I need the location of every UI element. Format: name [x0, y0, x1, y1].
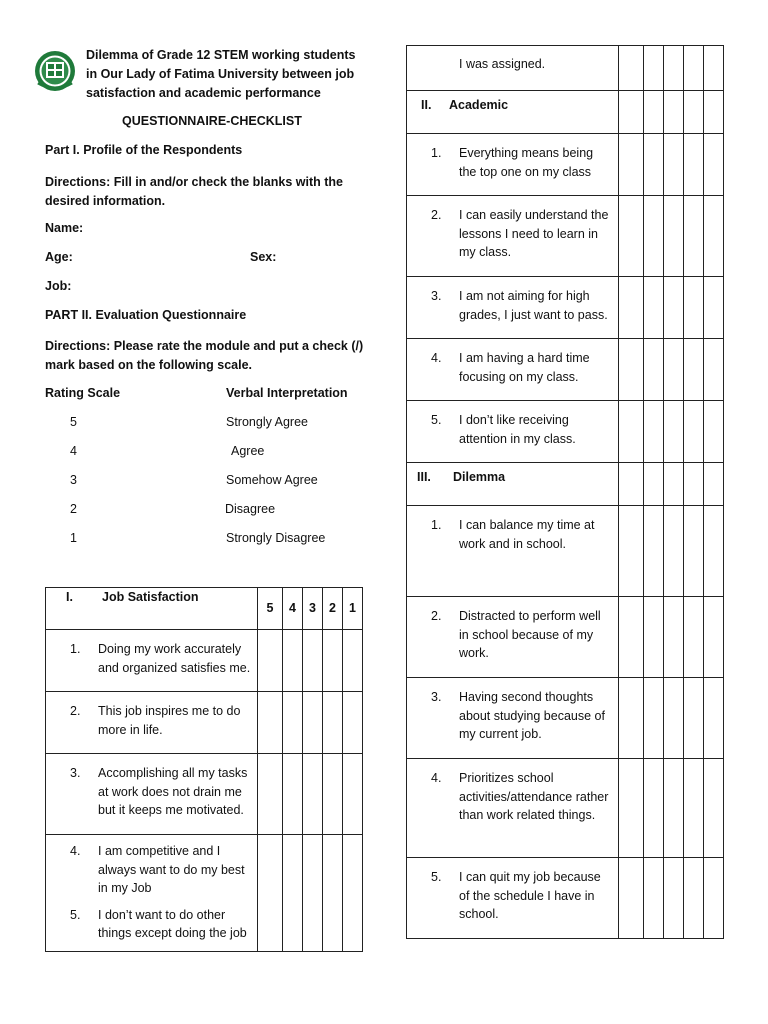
- rating-cell[interactable]: [258, 754, 283, 835]
- rating-cell[interactable]: [684, 277, 704, 339]
- rating-cell[interactable]: [704, 858, 724, 939]
- table-row: [407, 506, 724, 597]
- rating-cell[interactable]: [283, 630, 303, 692]
- rating-cell[interactable]: [644, 597, 664, 678]
- sex-field-label: Sex:: [250, 250, 277, 264]
- rating-cell[interactable]: [684, 597, 704, 678]
- section-number: III.: [417, 470, 431, 484]
- table-row: [407, 678, 724, 759]
- item-text: Accomplishing all my tasks at work does not drain me but it keeps me motivated.: [98, 766, 248, 817]
- rating-cell[interactable]: [684, 196, 704, 277]
- item-text-continued: I was assigned.: [459, 57, 546, 71]
- rating-cell[interactable]: [303, 754, 323, 835]
- scale-label: Disagree: [225, 502, 276, 516]
- table-row: [407, 134, 724, 196]
- age-field-label: Age:: [45, 250, 73, 264]
- rating-cell[interactable]: [283, 835, 303, 952]
- rating-cell[interactable]: [684, 759, 704, 858]
- rating-cell[interactable]: [664, 46, 684, 91]
- item-number: 5.: [431, 413, 442, 427]
- table-row: [46, 835, 363, 952]
- rating-cell[interactable]: [303, 835, 323, 952]
- item-text: I can easily understand the lessons I need to learn in my class.: [459, 208, 609, 259]
- item-number: 1.: [431, 146, 442, 160]
- table-row: [407, 597, 724, 678]
- item-text: I am having a hard time focusing on my class.: [459, 351, 590, 384]
- rating-cell[interactable]: [644, 277, 664, 339]
- rating-col-4: 4: [283, 588, 303, 630]
- section-row: [407, 463, 724, 506]
- item-text: Having second thoughts about studying because of my current job.: [459, 690, 605, 741]
- table-row: [407, 46, 724, 91]
- rating-cell[interactable]: [644, 134, 664, 196]
- item-text: I can balance my time at work and in school.: [459, 518, 595, 551]
- item-number: 3.: [70, 766, 81, 780]
- rating-cell[interactable]: [644, 401, 664, 463]
- section-title: Dilemma: [453, 470, 506, 484]
- scale-value: 2: [70, 502, 77, 516]
- rating-cell[interactable]: [684, 339, 704, 401]
- rating-cell[interactable]: [704, 401, 724, 463]
- rating-cell[interactable]: [704, 759, 724, 858]
- rating-cell[interactable]: [684, 401, 704, 463]
- table-row: [407, 401, 724, 463]
- table-row: [46, 630, 363, 692]
- item-number: 2.: [431, 609, 442, 623]
- rating-col-5: 5: [258, 588, 283, 630]
- name-field-label: Name:: [45, 221, 84, 235]
- rating-cell[interactable]: [704, 678, 724, 759]
- rating-cell[interactable]: [664, 858, 684, 939]
- section-header: [46, 588, 258, 630]
- rating-col-2: 2: [323, 588, 343, 630]
- scale-value: 4: [70, 444, 77, 458]
- item-number: 5.: [70, 907, 81, 922]
- verbal-interpretation-header: Verbal Interpretation: [226, 386, 348, 400]
- rating-cell[interactable]: [619, 277, 644, 339]
- item-text: This job inspires me to do more in life.: [98, 704, 241, 737]
- section-title: Academic: [449, 98, 509, 112]
- rating-cell[interactable]: [343, 835, 363, 952]
- section-number: II.: [421, 98, 432, 112]
- item-text: I am competitive and I always want to do my best in my Job: [98, 844, 245, 895]
- job-field-label: Job:: [45, 279, 72, 293]
- rating-cell[interactable]: [619, 401, 644, 463]
- rating-cell[interactable]: [664, 597, 684, 678]
- item-text: I don’t like receiving attention in my class.: [459, 413, 576, 446]
- rating-cell[interactable]: [664, 401, 684, 463]
- table-row: [407, 759, 724, 858]
- table-row: [46, 754, 363, 835]
- rating-cell[interactable]: [644, 506, 664, 597]
- rating-cell[interactable]: [704, 134, 724, 196]
- rating-cell[interactable]: [664, 506, 684, 597]
- item-number: 2.: [431, 208, 442, 222]
- table-row: [407, 339, 724, 401]
- section-row: [407, 91, 724, 134]
- item-number: 3.: [431, 289, 442, 303]
- section-number: I.: [66, 590, 73, 604]
- rating-cell[interactable]: [664, 759, 684, 858]
- rating-cell[interactable]: [644, 858, 664, 939]
- rating-cell[interactable]: [619, 597, 644, 678]
- rating-cell[interactable]: [619, 339, 644, 401]
- rating-cell[interactable]: [704, 46, 724, 91]
- rating-cell[interactable]: [664, 678, 684, 759]
- rating-cell[interactable]: [664, 339, 684, 401]
- item-text: I don’t want to do other things except doing the job: [98, 907, 247, 940]
- rating-cell[interactable]: [644, 759, 664, 858]
- scale-value: 5: [70, 415, 77, 429]
- scale-label: Strongly Agree: [226, 415, 308, 429]
- rating-cell[interactable]: [684, 858, 704, 939]
- rating-cell[interactable]: [704, 506, 724, 597]
- part2-heading: PART II. Evaluation Questionnaire: [45, 308, 247, 322]
- item-number: 1.: [70, 642, 81, 656]
- rating-col-3: 3: [303, 588, 323, 630]
- academic-dilemma-table: [406, 45, 724, 939]
- rating-cell[interactable]: [664, 134, 684, 196]
- part1-heading: Part I. Profile of the Respondents: [45, 143, 243, 157]
- scale-value: 3: [70, 473, 77, 487]
- table-row: [407, 196, 724, 277]
- rating-cell[interactable]: [619, 134, 644, 196]
- university-seal-logo: [34, 47, 76, 95]
- rating-cell[interactable]: [323, 692, 343, 754]
- document-title: Dilemma of Grade 12 STEM working students in Our Lady of Fatima University between job satisfaction and academic performance: [86, 48, 356, 100]
- scale-label: Somehow Agree: [226, 473, 318, 487]
- scale-label: Strongly Disagree: [226, 531, 326, 545]
- item-number: 1.: [431, 518, 442, 532]
- rating-cell[interactable]: [283, 692, 303, 754]
- rating-cell[interactable]: [684, 134, 704, 196]
- scale-label: Agree: [231, 444, 265, 458]
- item-number: 4.: [70, 844, 81, 858]
- item-number: 5.: [431, 870, 442, 884]
- rating-cell[interactable]: [303, 692, 323, 754]
- rating-cell[interactable]: [664, 277, 684, 339]
- item-number: 3.: [431, 690, 442, 704]
- rating-cell[interactable]: [619, 46, 644, 91]
- rating-cell[interactable]: [684, 506, 704, 597]
- job-satisfaction-table: [45, 587, 363, 952]
- rating-cell[interactable]: [684, 46, 704, 91]
- rating-cell[interactable]: [619, 858, 644, 939]
- rating-cell[interactable]: [619, 506, 644, 597]
- table-row: [407, 858, 724, 939]
- item-text: I can quit my job because of the schedule I have in school.: [459, 870, 601, 921]
- rating-cell[interactable]: [303, 630, 323, 692]
- item-text: Everything means being the top one on my class: [459, 146, 594, 179]
- rating-cell[interactable]: [323, 754, 343, 835]
- rating-cell[interactable]: [258, 835, 283, 952]
- rating-cell[interactable]: [343, 692, 363, 754]
- rating-cell[interactable]: [619, 678, 644, 759]
- rating-cell[interactable]: [644, 46, 664, 91]
- rating-cell[interactable]: [323, 630, 343, 692]
- rating-scale-header: Rating Scale: [45, 386, 121, 400]
- form-title: QUESTIONNAIRE-CHECKLIST: [122, 114, 302, 128]
- part1-directions: Directions: Fill in and/or check the blanks with the desired information.: [45, 175, 343, 208]
- item-text: Doing my work accurately and organized satisfies me.: [98, 642, 251, 675]
- item-number: 4.: [431, 351, 442, 365]
- rating-cell[interactable]: [644, 196, 664, 277]
- rating-cell[interactable]: [644, 339, 664, 401]
- part2-directions: Directions: Please rate the module and put a check (/) mark based on the following scale.: [45, 339, 364, 372]
- rating-cell[interactable]: [704, 597, 724, 678]
- rating-cell[interactable]: [323, 835, 343, 952]
- item-text: Prioritizes school activities/attendance rather than work related things.: [459, 771, 609, 822]
- rating-cell[interactable]: [283, 754, 303, 835]
- scale-value: 1: [70, 531, 77, 545]
- rating-cell[interactable]: [619, 196, 644, 277]
- item-text: I am not aiming for high grades, I just want to pass.: [459, 289, 608, 322]
- rating-cell[interactable]: [704, 277, 724, 339]
- rating-cell[interactable]: [684, 678, 704, 759]
- section-title: Job Satisfaction: [102, 590, 199, 604]
- table-row: [46, 692, 363, 754]
- item-text: Distracted to perform well in school because of my work.: [459, 609, 601, 660]
- rating-cell[interactable]: [258, 692, 283, 754]
- item-number: 4.: [431, 771, 442, 785]
- table-header-row: [46, 588, 363, 630]
- item-number: 2.: [70, 704, 81, 718]
- rating-cell[interactable]: [704, 196, 724, 277]
- rating-cell[interactable]: [644, 678, 664, 759]
- rating-cell[interactable]: [258, 630, 283, 692]
- rating-cell[interactable]: [704, 339, 724, 401]
- rating-cell[interactable]: [664, 196, 684, 277]
- rating-cell[interactable]: [343, 754, 363, 835]
- table-row: [407, 277, 724, 339]
- rating-col-1: 1: [343, 588, 363, 630]
- rating-cell[interactable]: [619, 759, 644, 858]
- rating-cell[interactable]: [343, 630, 363, 692]
